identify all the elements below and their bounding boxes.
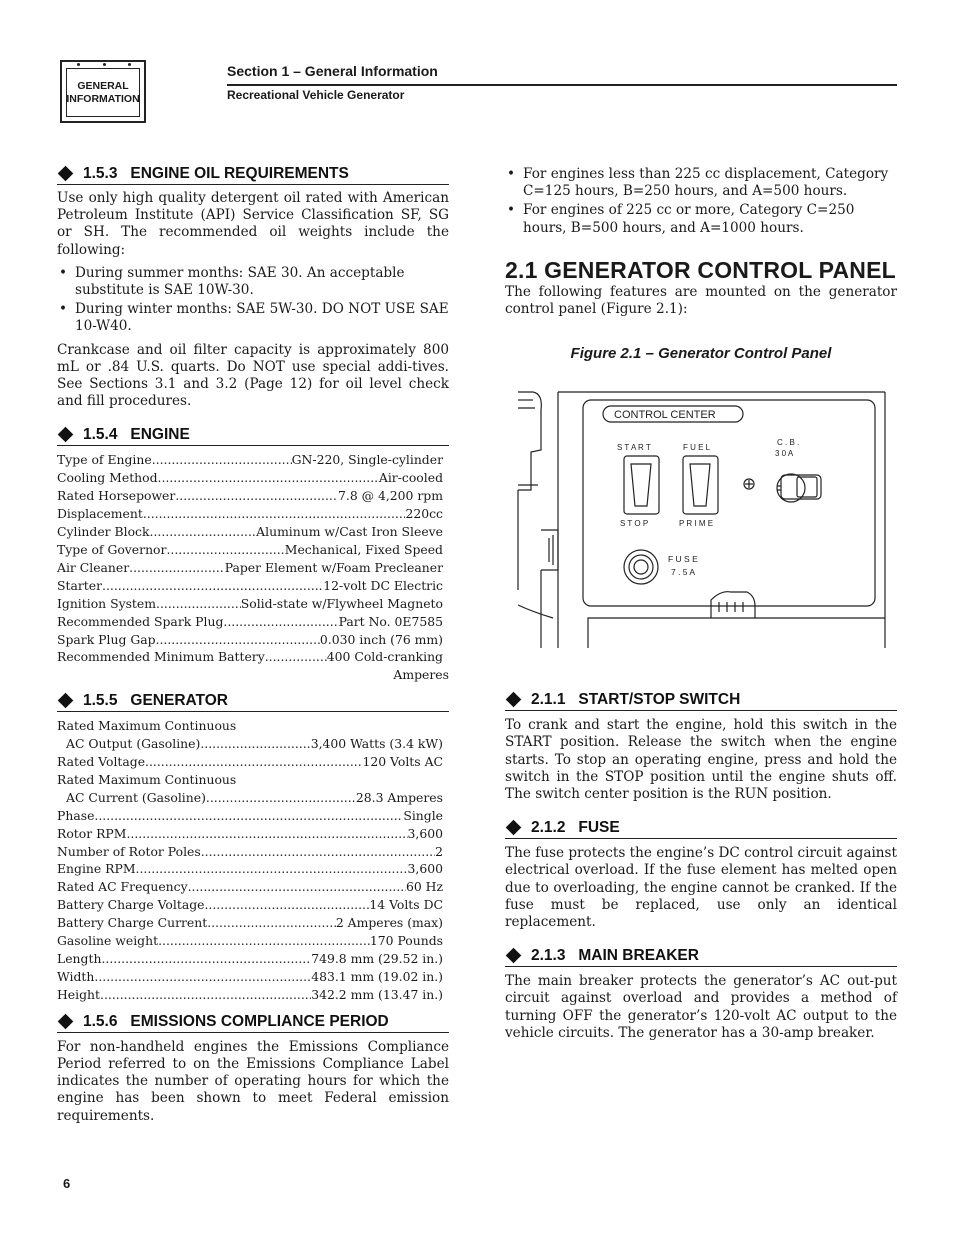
spec-value: Air-cooled bbox=[378, 470, 443, 486]
figure-caption: Figure 2.1 – Generator Control Panel bbox=[570, 345, 832, 363]
dot-leader bbox=[156, 595, 241, 613]
spec-row bbox=[57, 595, 443, 613]
badge-label bbox=[66, 68, 140, 117]
figure-label-cb-amps: 3 0 A bbox=[775, 449, 794, 459]
spec-row bbox=[57, 487, 443, 505]
dot-leader bbox=[158, 932, 370, 950]
spec-key: Battery Charge Voltage bbox=[57, 897, 205, 913]
spec-key: Height bbox=[57, 986, 100, 1002]
spec-key: Cylinder Block bbox=[57, 524, 150, 540]
spec-row bbox=[57, 860, 443, 878]
diamond-bullet-icon bbox=[58, 427, 74, 443]
spec-key: AC Output (Gasoline) bbox=[66, 736, 201, 752]
dot-leader bbox=[188, 878, 406, 896]
spec-value: 60 Hz bbox=[405, 879, 443, 895]
spec-row bbox=[57, 968, 443, 986]
fuse-text: The fuse protects the engine’s DC control circuit against electrical overload. If the fuse element has melted open due to overloading, the engine cannot be cranked. If the fuse must be replaced, use only an identical replacement. bbox=[505, 845, 897, 931]
nail-dot bbox=[77, 63, 80, 66]
nail-dot bbox=[128, 63, 131, 66]
oil-bullet: • During summer months: SAE 30. An acceptable substitute is SAE 10W-30. bbox=[57, 265, 449, 299]
spec-value: 0.030 inch (76 mm) bbox=[319, 631, 443, 647]
dot-leader bbox=[152, 451, 292, 469]
spec-key: Rated Horsepower bbox=[57, 488, 176, 504]
spec-key: Type of Governor bbox=[57, 541, 167, 557]
spec-label: Rated Maximum Continuous bbox=[57, 718, 237, 734]
left-column bbox=[57, 165, 449, 1125]
figure-label-prime: P R I M E bbox=[679, 519, 714, 529]
spec-value: Part No. 0E7585 bbox=[338, 613, 443, 629]
dot-leader bbox=[207, 914, 336, 932]
heading-fuse bbox=[505, 819, 897, 839]
spec-key: Air Cleaner bbox=[57, 559, 130, 575]
general-information-badge bbox=[60, 60, 146, 123]
heading-oil-requirements bbox=[57, 165, 449, 185]
section-heading-control-panel: 2.1 GENERATOR CONTROL PANEL bbox=[505, 256, 896, 283]
spec-row bbox=[57, 631, 443, 649]
spec-row bbox=[57, 559, 443, 577]
spec-key: Rotor RPM bbox=[57, 825, 127, 841]
spec-value: Aluminum w/Cast Iron Sleeve bbox=[256, 524, 443, 540]
spec-key: Engine RPM bbox=[57, 861, 136, 877]
oil-capacity: Crankcase and oil filter capacity is approximately 800 mL or .84 U.S. quarts. Do NOT use special addi-tives. See Sections 3.1 and 3.2 (Page 12) for oil level check and fill procedures. bbox=[57, 341, 449, 410]
emissions-bullet: • For engines less than 225 cc displacement, Category C=125 hours, B=250 hours, and A=500 hours. bbox=[505, 166, 897, 200]
dot-leader bbox=[100, 986, 311, 1004]
spec-row bbox=[57, 523, 443, 541]
dot-leader bbox=[175, 487, 338, 505]
figure-label-start: S T A R T bbox=[617, 443, 651, 453]
spec-value: 120 Volts AC bbox=[362, 754, 443, 770]
spec-value: 342.2 mm (13.47 in.) bbox=[311, 986, 443, 1002]
dot-leader bbox=[201, 843, 435, 861]
spec-row bbox=[57, 896, 443, 914]
spec-key: Displacement bbox=[57, 506, 143, 522]
spec-row bbox=[57, 505, 443, 523]
spec-row bbox=[57, 825, 443, 843]
spec-row bbox=[57, 878, 443, 896]
section-subtitle: Recreational Vehicle Generator bbox=[227, 88, 405, 102]
spec-value: GN-220, Single-cylinder bbox=[291, 452, 443, 468]
generator-specs-b bbox=[57, 789, 443, 1004]
heading-text: 2.1.2 FUSE bbox=[531, 819, 620, 837]
spec-key: Phase bbox=[57, 807, 95, 823]
oil-intro: Use only high quality detergent oil rated with American Petroleum Institute (API) Service Classification SF, SG or SH. The recommended oil weights include the following: bbox=[57, 190, 449, 258]
diamond-bullet-icon bbox=[506, 692, 522, 708]
dot-leader bbox=[145, 753, 362, 771]
spec-row bbox=[57, 807, 443, 825]
diamond-bullet-icon bbox=[506, 948, 522, 964]
badge-line-2: INFORMATION bbox=[66, 92, 140, 105]
dot-leader bbox=[223, 613, 338, 631]
spec-row bbox=[57, 451, 443, 469]
spec-value: Paper Element w/Foam Precleaner bbox=[224, 559, 443, 575]
spec-key: Ignition System bbox=[57, 595, 156, 611]
heading-main-breaker bbox=[505, 947, 897, 967]
dot-leader bbox=[200, 735, 310, 753]
diamond-bullet-icon bbox=[58, 1013, 74, 1029]
spec-row bbox=[57, 914, 443, 932]
main-breaker-text: The main breaker protects the generator’s AC out-put circuit against overload and provides a method of turning OFF the generator’s 120-volt AC output to the vehicle circuits. The generator has a 30-amp breaker. bbox=[505, 973, 897, 1041]
figure-panel-title: CONTROL CENTER bbox=[614, 409, 716, 422]
spec-value: 483.1 mm (19.02 in.) bbox=[311, 968, 443, 984]
spec-row bbox=[57, 577, 443, 595]
engine-spec-continuation: Amperes bbox=[393, 667, 449, 683]
spec-value: 400 Cold-cranking bbox=[326, 649, 443, 665]
spec-key: Rated AC Frequency bbox=[57, 879, 188, 895]
heading-text: 1.5.5 GENERATOR bbox=[83, 692, 228, 710]
spec-key: Rated Voltage bbox=[57, 754, 146, 770]
spec-key: Spark Plug Gap bbox=[57, 631, 156, 647]
spec-row bbox=[57, 541, 443, 559]
spec-row bbox=[57, 950, 443, 968]
emissions-text: For non-handheld engines the Emissions Compliance Period referred to on the Emissions Compliance Label indicates the number of operating hours for which the engine has been shown to meet Federal emission requirements. bbox=[57, 1038, 449, 1124]
spec-value: 170 Pounds bbox=[369, 933, 443, 949]
section-title: Section 1 – General Information bbox=[227, 63, 438, 79]
start-stop-text: To crank and start the engine, hold this switch in the START position. Release the switch when the engine starts. To stop an operating engine, press and hold the switch in the STOP position until the engine shuts off. The switch center position is the RUN position. bbox=[505, 717, 897, 803]
spec-value: 220cc bbox=[405, 506, 443, 522]
spec-key: Type of Engine bbox=[57, 452, 152, 468]
spec-key: Recommended Minimum Battery bbox=[57, 649, 265, 665]
dot-leader bbox=[204, 896, 369, 914]
spec-row bbox=[57, 789, 443, 807]
dot-leader bbox=[101, 950, 311, 968]
figure-label-cb: C . B . bbox=[777, 438, 800, 448]
heading-text: 1.5.6 EMISSIONS COMPLIANCE PERIOD bbox=[83, 1012, 389, 1030]
figure-label-stop: S T O P bbox=[620, 519, 649, 529]
diamond-bullet-icon bbox=[506, 820, 522, 836]
heading-text: 1.5.3 ENGINE OIL REQUIREMENTS bbox=[83, 165, 349, 182]
spec-value: 3,600 bbox=[407, 861, 443, 877]
spec-value: 12-volt DC Electric bbox=[323, 577, 443, 593]
spec-value: 28.3 Amperes bbox=[355, 789, 443, 805]
spec-key: Length bbox=[57, 951, 102, 966]
oil-bullet: • During winter months: SAE 5W-30. DO NOT USE SAE 10-W40. bbox=[57, 301, 449, 335]
heading-text: 2.1.1 START/STOP SWITCH bbox=[531, 691, 741, 709]
control-panel-intro: The following features are mounted on the generator control panel (Figure 2.1): bbox=[505, 283, 897, 318]
dot-leader bbox=[129, 559, 225, 577]
spec-value: Mechanical, Fixed Speed bbox=[284, 541, 443, 557]
spec-value: 3,600 bbox=[407, 825, 443, 841]
spec-value: 2 Amperes (max) bbox=[335, 915, 443, 931]
emissions-bullet: • For engines of 225 cc or more, Category C=250 hours, B=500 hours, and A=1000 hours. bbox=[505, 202, 897, 236]
dot-leader bbox=[150, 523, 257, 541]
spec-row bbox=[57, 735, 443, 753]
heading-start-stop bbox=[505, 691, 897, 711]
diamond-bullet-icon bbox=[58, 693, 74, 709]
heading-text: 1.5.4 ENGINE bbox=[83, 426, 190, 444]
dot-leader bbox=[102, 577, 323, 595]
spec-key: Number of Rotor Poles bbox=[57, 843, 201, 859]
spec-value: Single bbox=[403, 807, 443, 823]
spec-key: Cooling Method bbox=[57, 470, 158, 486]
spec-key: Battery Charge Current bbox=[57, 915, 208, 931]
spec-key: Width bbox=[57, 968, 95, 984]
figure-label-fuel: F U E L bbox=[683, 443, 711, 453]
spec-key: Starter bbox=[57, 577, 103, 593]
spec-key: Gasoline weight bbox=[57, 933, 159, 949]
header-rule bbox=[227, 84, 897, 86]
dot-leader bbox=[126, 825, 407, 843]
heading-generator bbox=[57, 692, 449, 712]
dot-leader bbox=[156, 631, 320, 649]
generator-spec-list bbox=[57, 717, 443, 1004]
spec-value: 7.8 @ 4,200 rpm bbox=[338, 488, 443, 504]
spec-row bbox=[57, 469, 443, 487]
spec-row bbox=[57, 986, 443, 1004]
dot-leader bbox=[166, 541, 284, 559]
generator-specs-a bbox=[57, 735, 443, 771]
figure-label-fuse-amps: 7 . 5 A bbox=[671, 567, 696, 578]
heading-engine bbox=[57, 426, 449, 446]
control-panel-figure bbox=[513, 390, 893, 650]
spec-row bbox=[57, 932, 443, 950]
spec-row bbox=[57, 648, 443, 666]
dot-leader bbox=[265, 648, 327, 666]
engine-spec-list bbox=[57, 451, 443, 666]
dot-leader bbox=[143, 505, 406, 523]
spec-value: 749.8 mm (29.52 in.) bbox=[311, 951, 443, 966]
nail-dot bbox=[103, 63, 106, 66]
spec-value: 2 bbox=[435, 843, 443, 859]
spec-row bbox=[57, 613, 443, 631]
figure-label-fuse: F U S E bbox=[668, 554, 698, 565]
spec-value: Solid-state w/Flywheel Magneto bbox=[240, 595, 443, 611]
page-number: 6 bbox=[63, 1176, 71, 1191]
dot-leader bbox=[94, 807, 403, 825]
spec-key: Recommended Spark Plug bbox=[57, 613, 224, 629]
spec-label: Rated Maximum Continuous bbox=[57, 771, 237, 787]
heading-text: 2.1.3 MAIN BREAKER bbox=[531, 947, 699, 965]
spec-key: AC Current (Gasoline) bbox=[66, 789, 206, 805]
spec-value: 14 Volts DC bbox=[369, 897, 443, 913]
badge-line-1: GENERAL bbox=[77, 79, 129, 92]
dot-leader bbox=[206, 789, 356, 807]
spec-row bbox=[57, 843, 443, 861]
right-column bbox=[505, 166, 897, 1042]
dot-leader bbox=[94, 968, 311, 986]
dot-leader bbox=[158, 469, 379, 487]
heading-emissions bbox=[57, 1013, 449, 1033]
diamond-bullet-icon bbox=[58, 166, 74, 182]
spec-row bbox=[57, 753, 443, 771]
dot-leader bbox=[136, 860, 408, 878]
spec-value: 3,400 Watts (3.4 kW) bbox=[310, 736, 443, 752]
